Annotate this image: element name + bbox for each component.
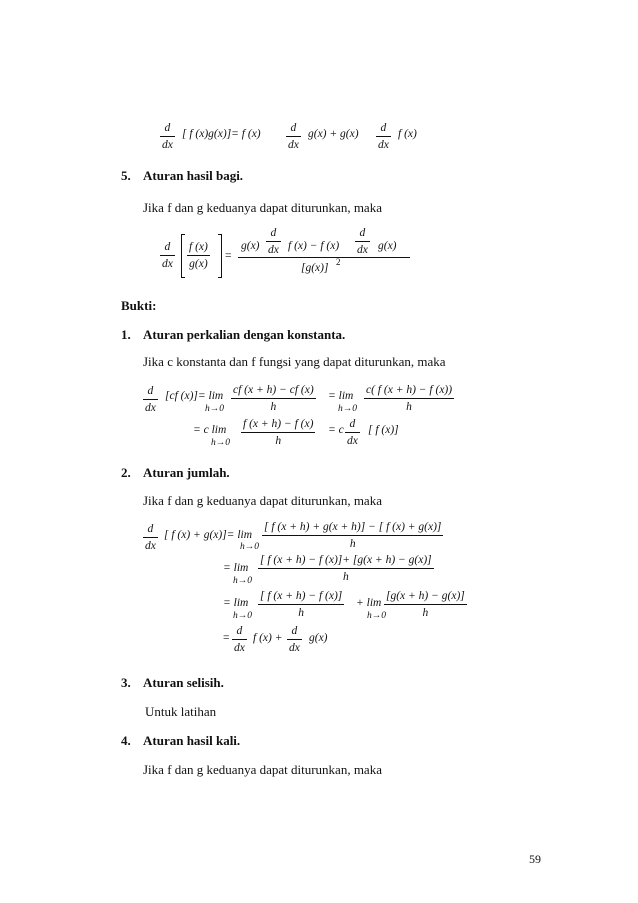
d-dx-fraction: d dx bbox=[357, 227, 368, 256]
section-number: 2. bbox=[121, 465, 131, 480]
left-bracket bbox=[181, 234, 185, 278]
section-number: 3. bbox=[121, 675, 131, 690]
fraction: f (x + h) − f (x) h bbox=[243, 418, 314, 447]
tail: [ f (x)] bbox=[368, 424, 399, 436]
fraction: c( f (x + h) − f (x)) h bbox=[366, 384, 453, 413]
lim-subscript: h→0 bbox=[367, 611, 386, 621]
equals-sign: = bbox=[223, 632, 230, 644]
d-dx-fraction: d dx bbox=[145, 385, 156, 414]
d-dx-fraction: d dx bbox=[289, 625, 300, 654]
lim-subscript: h→0 bbox=[211, 438, 230, 448]
fraction: [ f (x + h) − f (x)] h bbox=[260, 590, 343, 619]
section-number: 4. bbox=[121, 733, 131, 748]
section-title: Aturan jumlah. bbox=[143, 465, 230, 480]
d-dx-fraction: d dx bbox=[162, 241, 173, 270]
section-title: Aturan perkalian dengan konstanta. bbox=[143, 327, 346, 342]
g-term: g(x) bbox=[309, 632, 328, 644]
lim-subscript: h→0 bbox=[233, 611, 252, 621]
equals-lim: = lim bbox=[328, 390, 354, 402]
lhs: [cf (x)]= lim bbox=[165, 390, 224, 402]
section-title: Aturan selisih. bbox=[143, 675, 224, 690]
d-dx-fraction: d dx bbox=[234, 625, 245, 654]
formula-lhs: [ f (x)g(x)]= f (x) bbox=[182, 128, 261, 140]
plus-lim: + lim bbox=[356, 597, 382, 609]
section-intro: Jika f dan g keduanya dapat diturunkan, maka bbox=[143, 762, 382, 777]
equals-c: = c bbox=[328, 424, 344, 436]
d-dx-fraction: d dx bbox=[145, 523, 156, 552]
f-over-g-fraction: f (x) g(x) bbox=[189, 241, 208, 270]
equals-sign: = bbox=[225, 250, 232, 262]
exponent: 2 bbox=[336, 257, 341, 267]
section-title: Aturan hasil bagi. bbox=[143, 168, 244, 183]
f-term: f (x) + bbox=[253, 632, 283, 644]
equals-lim: = lim bbox=[223, 562, 249, 574]
section-intro: Jika f dan g keduanya dapat diturunkan, maka bbox=[143, 493, 382, 508]
d-dx-fraction: d dx bbox=[378, 122, 389, 151]
equals-lim: = lim bbox=[223, 597, 249, 609]
section-number: 5. bbox=[121, 168, 131, 183]
section-title: Aturan hasil kali. bbox=[143, 733, 241, 748]
fraction: [ f (x + h) + g(x + h)] − [ f (x) + g(x)] h bbox=[264, 521, 442, 550]
proof-label: Bukti: bbox=[121, 298, 157, 313]
fraction-bar bbox=[238, 257, 410, 258]
num-g: g(x) bbox=[241, 240, 260, 252]
section-text: Untuk latihan bbox=[145, 704, 217, 719]
section-intro: Jika c konstanta dan f fungsi yang dapat diturunkan, maka bbox=[143, 354, 446, 369]
lim-subscript: h→0 bbox=[233, 576, 252, 586]
page-number: 59 bbox=[529, 852, 541, 866]
d-dx-fraction: d dx bbox=[288, 122, 299, 151]
section-number: 1. bbox=[121, 327, 131, 342]
lim-subscript: h→0 bbox=[338, 404, 357, 414]
lim-subscript: h→0 bbox=[205, 404, 224, 414]
lim-subscript: h→0 bbox=[240, 542, 259, 552]
section-intro: Jika f dan g keduanya dapat diturunkan, maka bbox=[143, 200, 382, 215]
num-g2: g(x) bbox=[378, 240, 397, 252]
fraction: [g(x + h) − g(x)] h bbox=[386, 590, 465, 619]
denominator: [g(x)] bbox=[301, 262, 329, 274]
right-bracket bbox=[218, 234, 222, 278]
d-dx-fraction: d dx bbox=[162, 122, 173, 151]
fraction: cf (x + h) − cf (x) h bbox=[233, 384, 314, 413]
formula-mid: g(x) + g(x) bbox=[308, 128, 359, 140]
equals-c-lim: = c lim bbox=[193, 424, 227, 436]
num-mid: f (x) − f (x) bbox=[288, 240, 340, 252]
d-dx-fraction: d dx bbox=[268, 227, 279, 256]
lhs: [ f (x) + g(x)]= lim bbox=[164, 529, 253, 541]
d-dx-fraction: d dx bbox=[347, 418, 358, 447]
fraction: [ f (x + h) − f (x)]+ [g(x + h) − g(x)] h bbox=[260, 554, 432, 583]
formula-end: f (x) bbox=[398, 128, 417, 140]
